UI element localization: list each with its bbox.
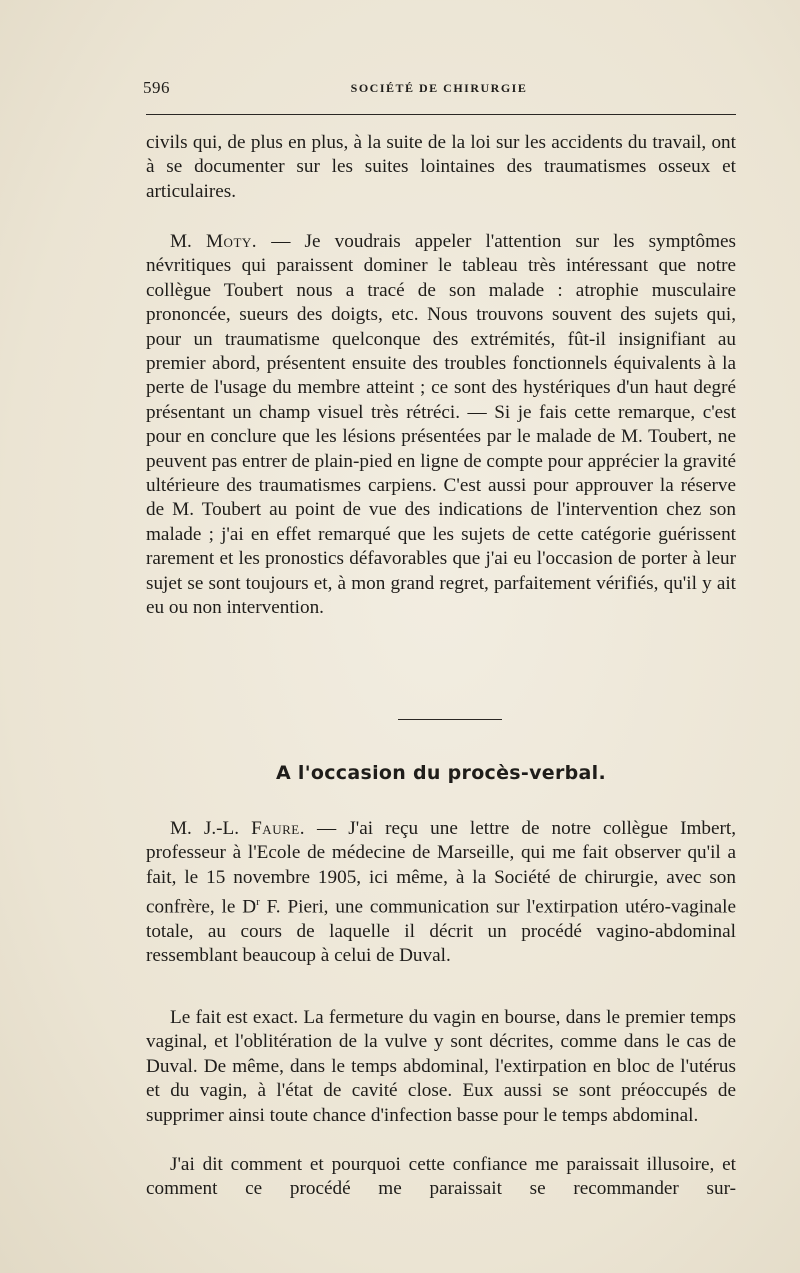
paragraph-continued: civils qui, de plus en plus, à la suite de la loi sur les accidents du travail, ont à se documenter sur les suites lointaines des traumatismes osseux et articulaires. xyxy=(146,132,736,202)
paragraph-text: F. Pieri, une communication sur l'extirpation utéro-vaginale totale, au cours de laquelle il décrit un procédé vagino-abdominal ressemblant beaucoup à celui de Duval. xyxy=(146,896,736,967)
paragraph-faure xyxy=(146,817,736,969)
paragraph-moty xyxy=(146,230,736,621)
superscript: r xyxy=(256,896,260,909)
running-header xyxy=(143,78,735,100)
paragraph-text: — J'ai reçu une lettre de notre collègue Imbert, professeur à l'Ecole de médecine de Marseille, qui me fait observer qu'il a fait, le 15 novembre 1905, ici même, à la Société de chirurgie, avec son confrère, le D xyxy=(146,818,737,918)
section-heading: A l'occasion du procès-verbal. xyxy=(276,762,606,784)
header-rule xyxy=(146,114,736,115)
speaker-prefix: M. J.-L. xyxy=(170,818,252,839)
section-divider xyxy=(398,719,502,720)
running-title: SOCIÉTÉ DE CHIRURGIE xyxy=(350,81,528,95)
paragraph: Le fait est exact. La fermeture du vagin en bourse, dans le premier temps vaginal, et l'oblitération de la vulve y sont décrites, comme dans le cas de Duval. De même, dans le temps abdominal, l'extirpation en bloc de l'utérus et du vagin, à l'état de cavité close. Eux aussi se sont préoccupés de supprimer ainsi toute chance d'infection basse pour le temps abdominal. xyxy=(146,1007,736,1126)
speaker-prefix: M. xyxy=(170,231,206,252)
page-number: 596 xyxy=(143,78,170,97)
paragraph: J'ai dit comment et pourquoi cette confiance me paraissait illusoire, et comment ce procédé me paraissait se recommander sur- xyxy=(146,1154,736,1200)
paragraph-text: — Je voudrais appeler l'attention sur les symptômes névritiques qui paraissent dominer le tableau très intéressant que notre collègue Toubert nous a tracé de son malade : atrophie musculaire prononcée, sueurs des doigts, etc. Nous trouvons souvent des sujets qui, pour un traumatisme quelconque des extrémités, fût-il insignifiant au premier abord, présentent ensuite des troubles fonctionnels équivalents à la perte de l'usage du membre atteint ; ce sont des hystériques d'un haut degré présentant un champ visuel très rétréci. — Si je fais cette remarque, c'est pour en conclure que les lésions présentées par le malade de M. Toubert, ne peuvent pas entrer de plain-pied en ligne de compte pour apprécier la gravité ultérieure des traumatismes carpiens. C'est aussi pour approuver la réserve de M. Toubert au point de vue des indications de l'intervention chez son malade ; j'ai en effet remarqué que les sujets de cette catégorie guérissent rarement et les pronostics défavorables que j'ai eu l'occasion de porter à leur sujet se sont toujours et, à mon grand regret, parfaitement vérifiés, qu'il y ait eu ou non intervention. xyxy=(146,231,736,619)
speaker-name: Moty. xyxy=(206,231,258,252)
speaker-name: Faure. xyxy=(251,818,305,839)
